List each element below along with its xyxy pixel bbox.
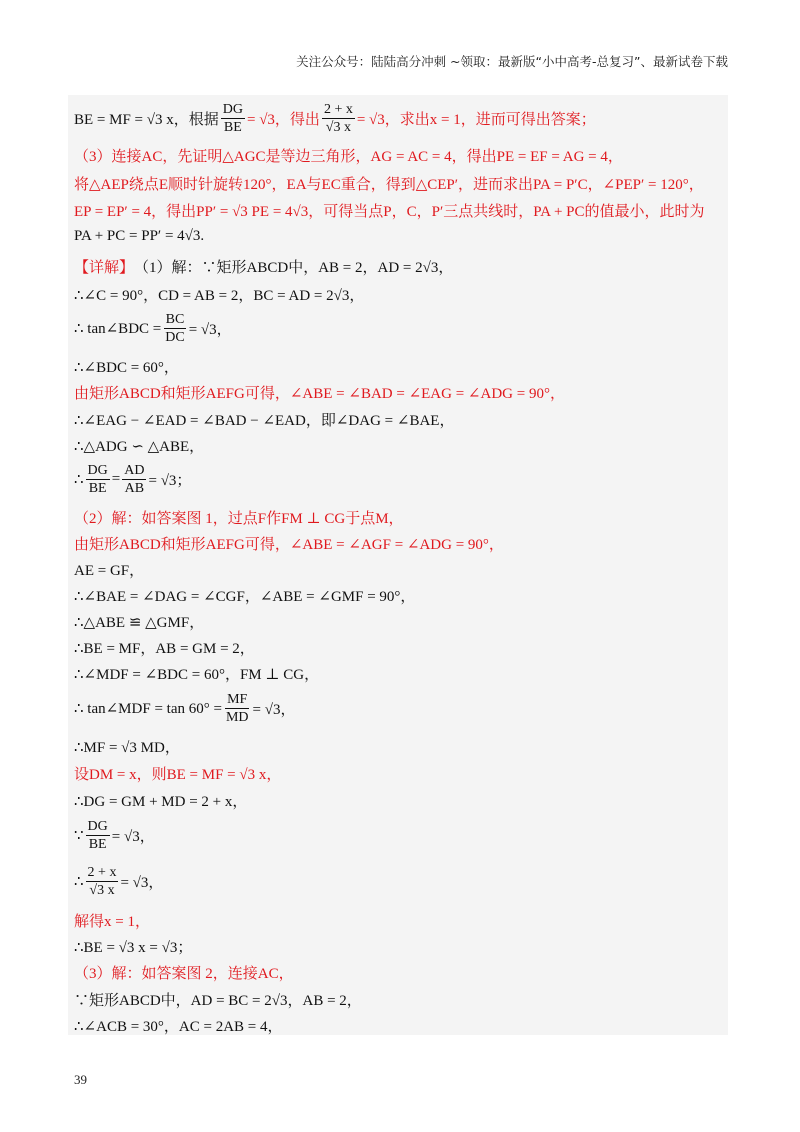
detail-label: 【详解】 <box>74 260 135 276</box>
detail-line-18: 设DM = x，则BE = MF = √3 x， <box>74 767 282 783</box>
fraction: $\frac{2 + x}{√3 x}$ <box>87 864 117 898</box>
detail-line-4: ∴∠BDC = 60°， <box>74 360 179 376</box>
detail-line-7: ∴△ADG ∽ △ABE， <box>74 439 205 455</box>
fraction: $\frac{BC}{DC}$ <box>165 311 185 345</box>
hint-line-1-pre: BE = MF = √3 x，根据 <box>74 111 219 128</box>
hint-line-4: EP = EP′ = 4，得出PP′ = √3 PE = 4√3，可得当点P，C，P′三点共线时，PA + PC的值最小，此时为 <box>74 204 705 220</box>
hint-line-5: PA + PC = PP′ = 4√3. <box>74 228 205 244</box>
detail-line-26: ∴∠ACB = 30°，AC = 2AB = 4， <box>74 1019 283 1035</box>
detail-line-20: ∵ $\frac{DG}{BE}$ = √3， <box>74 818 155 852</box>
detail-line-22: 解得x = 1， <box>74 914 150 930</box>
detail-line-21: ∴ $\frac{2 + x}{√3 x}$ = √3， <box>74 864 164 898</box>
fraction: $\frac{DG}{BE}$ <box>87 462 108 496</box>
fraction: $\frac{DG}{BE}$ <box>222 101 243 135</box>
detail-line-25: ∵矩形ABCD中，AD = BC = 2√3，AB = 2， <box>74 993 362 1009</box>
detail-line-12: ∴∠BAE = ∠DAG = ∠CGF，∠ABE = ∠GMF = 90°， <box>74 589 416 605</box>
detail-line-6: ∴∠EAG − ∠EAD = ∠BAD − ∠EAD，即∠DAG = ∠BAE， <box>74 413 455 429</box>
page-header: 关注公众号：陆陆高分冲刺 ~领取：最新版“小中高考-总复习”、最新试卷下载 <box>296 54 728 69</box>
detail-line-3: ∴ tan∠BDC = $\frac{BC}{DC}$ = √3， <box>74 311 232 345</box>
detail-line-15: ∴∠MDF = ∠BDC = 60°，FM ⊥ CG， <box>74 667 320 683</box>
detail-line-13: ∴△ABE ≌ △GMF， <box>74 615 205 631</box>
fraction: $\frac{MF}{MD}$ <box>225 691 249 725</box>
page-number: 39 <box>74 1072 87 1087</box>
detail-line-23: ∴BE = √3 x = √3； <box>74 940 193 956</box>
detail-line-19: ∴DG = GM + MD = 2 + x， <box>74 794 248 810</box>
detail-line-16: ∴ tan∠MDF = tan 60° = $\frac{MF}{MD}$ = √3， <box>74 691 296 725</box>
detail-line-8: ∴ $\frac{DG}{BE}$ = $\frac{AD}{AB}$ = √3； <box>74 462 192 496</box>
detail-line-2: ∴∠C = 90°，CD = AB = 2，BC = AD = 2√3， <box>74 288 365 304</box>
detail-line-5: 由矩形ABCD和矩形AEFG可得，∠ABE = ∠BAD = ∠EAG = ∠ADG = 90°， <box>74 386 565 402</box>
hint-line-3: 将△AEP绕点E顺时针旋转120°，EA与EC重合，得到△CEP′，进而求出PA = P′C，∠PEP′ = 120°， <box>74 177 704 193</box>
detail-line-17: ∴MF = √3 MD， <box>74 740 180 756</box>
hint-line-1: BE = MF = √3 x，根据 $\frac{DG}{BE}$ = √3，得出 $\frac{2 + x}{√3 x}$ = √3，求出x = 1，进而可得出答案； <box>74 101 596 135</box>
detail-line-10: 由矩形ABCD和矩形AEFG可得，∠ABE = ∠AGF = ∠ADG = 90°， <box>74 537 504 553</box>
fraction: $\frac{AD}{AB}$ <box>124 462 145 496</box>
detail-line-14: ∴BE = MF，AB = GM = 2， <box>74 641 255 657</box>
detail-line-24: （3）解：如答案图 2，连接AC， <box>74 966 294 982</box>
hint-line-2: （3）连接AC，先证明△AGC是等边三角形，AG = AC = 4，得出PE = EF = AG = 4， <box>74 149 623 165</box>
detail-line-9: （2）解：如答案图 1，过点F作FM ⊥ CG于点M， <box>74 511 404 527</box>
fraction: $\frac{2 + x}{√3 x}$ <box>323 101 353 135</box>
fraction: $\frac{DG}{BE}$ <box>87 818 108 852</box>
detail-line-1: 【详解】 （1）解：∵矩形ABCD中，AB = 2，AD = 2√3， <box>74 256 453 277</box>
detail-line-11: AE = GF， <box>74 563 145 579</box>
